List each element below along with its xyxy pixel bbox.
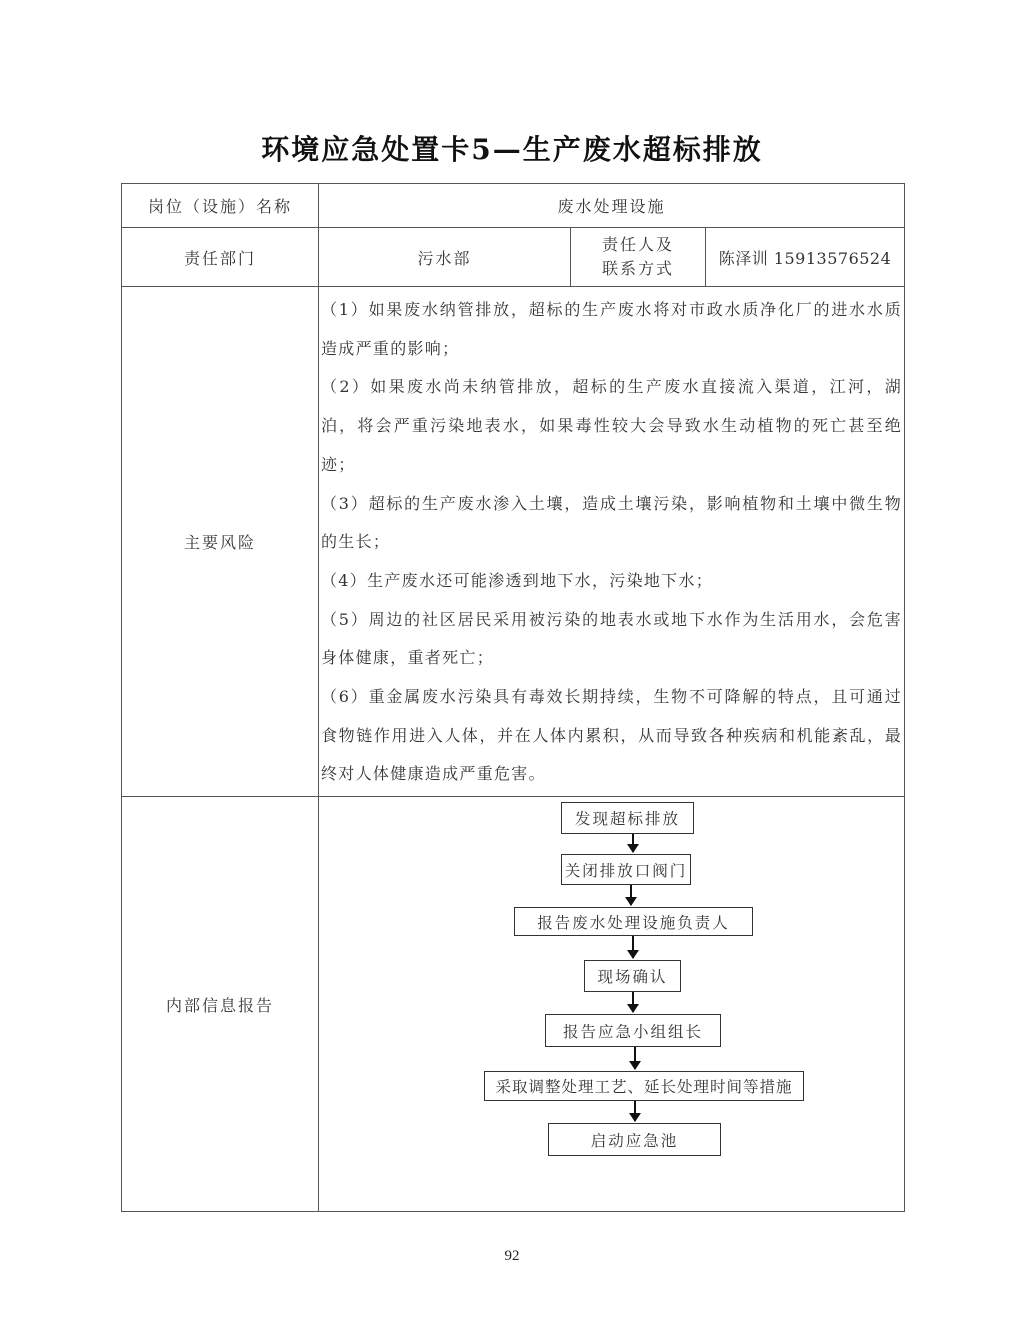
risk-list — [319, 287, 905, 797]
contact-label-line1: 责任人及 — [601, 235, 674, 254]
flowchart — [319, 797, 905, 1212]
table-row-risk — [122, 287, 905, 797]
flow-step-adjust-process: 采取调整处理工艺、延长处理时间等措施 — [484, 1071, 804, 1101]
page-number: 92 — [504, 1248, 520, 1264]
flow-step-report-facility-head: 报告废水处理设施负责人 — [514, 907, 753, 936]
dept-value: 污水部 — [319, 228, 571, 287]
risk-label: 主要风险 — [122, 287, 319, 797]
flow-step-onsite-confirm: 现场确认 — [584, 960, 681, 992]
table-row-report — [122, 797, 905, 1212]
flow-step-start-emergency-pool: 启动应急池 — [548, 1123, 721, 1156]
table-row-post-name — [122, 184, 905, 228]
arrow-down-icon — [634, 1047, 636, 1069]
table-row-dept — [122, 228, 905, 287]
risk-item: （3）超标的生产废水渗入土壤，造成土壤污染，影响植物和土壤中微生物的生长； — [321, 493, 903, 552]
contact-label-line2: 联系方式 — [601, 259, 674, 278]
report-label: 内部信息报告 — [122, 797, 319, 1212]
risk-item: （4）生产废水还可能渗透到地下水，污染地下水； — [321, 570, 714, 590]
arrow-down-icon — [632, 992, 634, 1012]
risk-item: （5）周边的社区居民采用被污染的地表水或地下水作为生活用水，会危害身体健康，重者死亡； — [321, 609, 903, 668]
arrow-down-icon — [632, 834, 634, 852]
flow-step-close-valve: 关闭排放口阀门 — [561, 854, 691, 885]
arrow-down-icon — [630, 885, 632, 905]
contact-value: 陈泽训 15913576524 — [706, 228, 905, 287]
flow-step-discover: 发现超标排放 — [561, 802, 694, 834]
risk-item: （1）如果废水纳管排放，超标的生产废水将对市政水质净化厂的进水水质造成严重的影响； — [321, 300, 903, 358]
post-name-label: 岗位（设施）名称 — [122, 184, 319, 228]
page-title: 环境应急处置卡5—生产废水超标排放 — [261, 133, 763, 166]
risk-item: （6）重金属废水污染具有毒效长期持续，生物不可降解的特点，且可通过食物链作用进入人体，并在人体内累积，从而导致各种疾病和机能紊乱，最终对人体健康造成严重危害。 — [321, 687, 903, 784]
risk-item: （2）如果废水尚未纳管排放，超标的生产废水直接流入渠道，江河，湖泊，将会严重污染地表水，如果毒性较大会导致水生动植物的死亡甚至绝迹； — [321, 377, 903, 474]
contact-label — [571, 228, 706, 287]
flow-step-report-team-leader: 报告应急小组组长 — [545, 1014, 721, 1047]
post-name-value: 废水处理设施 — [319, 184, 905, 228]
arrow-down-icon — [634, 1101, 636, 1121]
emergency-card-table — [121, 183, 905, 1212]
dept-label: 责任部门 — [122, 228, 319, 287]
arrow-down-icon — [632, 936, 634, 958]
